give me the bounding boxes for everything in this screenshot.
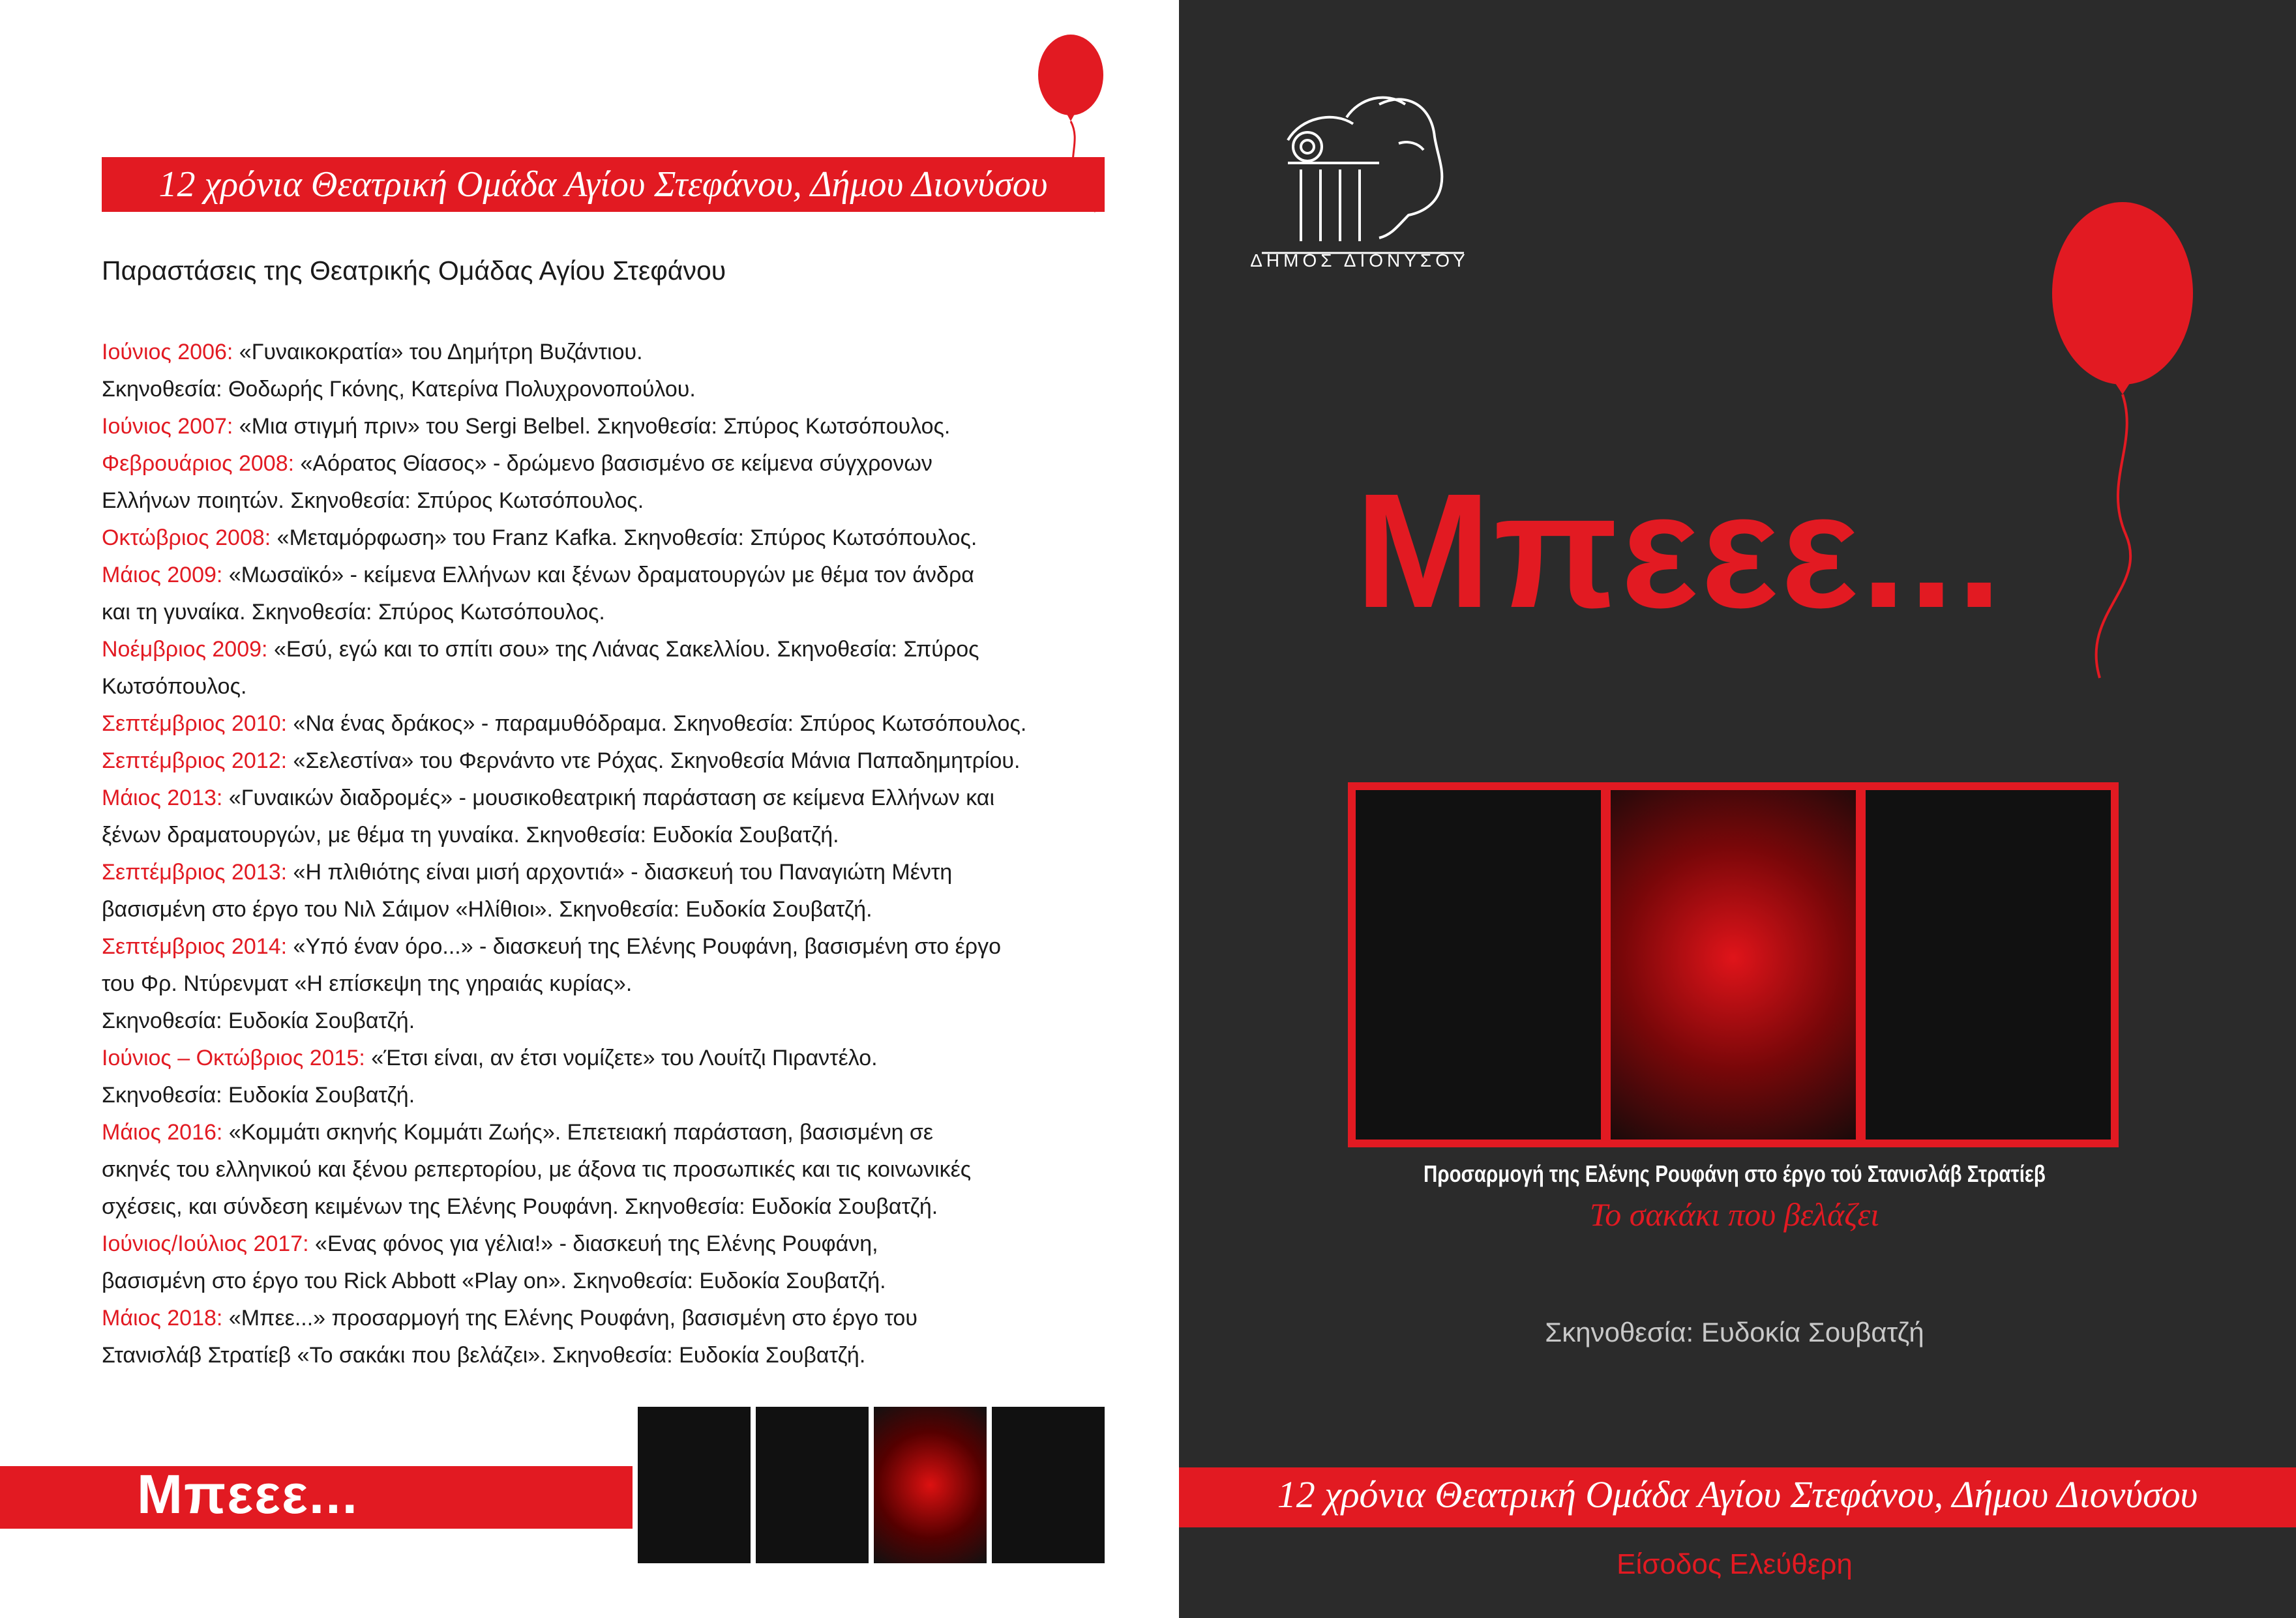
performance-line [102,1300,1105,1337]
performance-line [102,594,1105,631]
performance-date: Νοέμβριος 2009: [102,637,268,662]
director-credit: Σκηνοθεσία: Ευδοκία Σουβατζή [1545,1317,1924,1347]
performance-line [102,928,1105,965]
performance-line [102,1263,1105,1300]
performance-text: «Να ένας δράκος» - παραμυθόδραμα. Σκηνοθεσία: Σπύρος Κωτσόπουλος. [293,711,1027,736]
performance-entry [102,1300,1105,1374]
performance-line [102,408,1105,445]
performance-date: Ιούνιος 2007: [102,414,233,439]
performance-line [102,334,1105,371]
performance-line [102,780,1105,817]
performance-text: «Σελεστίνα» του Φερνάντο ντε Ρόχας. Σκηνοθεσία Μάνια Παπαδημητρίου. [293,748,1021,773]
performance-text: Σκηνοθεσία: Ευδοκία Σουβατζή. [102,1083,415,1108]
performance-line [102,1151,1105,1188]
performance-entry [102,1040,1105,1114]
performance-date: Σεπτέμβριος 2013: [102,860,288,885]
sheep-photo [1356,790,1601,1140]
performance-line [102,1337,1105,1374]
performance-text: σχέσεις, και σύνδεση κειμένων της Ελένης Ρουφάνη. Σκηνοθεσία: Ευδοκία Σουβατζή. [102,1194,938,1219]
adaptation-credit: Προσαρμογή της Ελένης Ρουφάνη στο έργο τού Στανισλάβ Στρατίεβ [1424,1160,2046,1187]
performance-text: «Έτσι είναι, αν έτσι νομίζετε» του Λουίτζι Πιραντέλο. [371,1046,878,1070]
performance-entry [102,780,1105,854]
performance-line [102,1114,1105,1151]
performance-line [102,705,1105,743]
performance-line [102,1077,1105,1114]
sheep-thumbnail [638,1407,751,1563]
performance-line [102,1040,1105,1077]
performance-entry [102,408,1105,445]
performance-date: Μάιος 2016: [102,1120,223,1145]
performance-text: Ελλήνων ποιητών. Σκηνοθεσία: Σπύρος Κωτσόπουλος. [102,488,644,513]
bottom-play-title: Μπεεε... [137,1464,359,1525]
performance-line [102,445,1105,482]
performance-text: «Ενας φόνος για γέλια!» - διασκευή της Ελένης Ρουφάνη, [315,1231,878,1256]
performance-line [102,817,1105,854]
performance-date: Μάιος 2013: [102,786,223,810]
performance-date: Φεβρουάριος 2008: [102,451,295,476]
performance-line [102,668,1105,705]
performance-text: «Γυναικών διαδρομές» - μουσικοθεατρική παράσταση σε κείμενα Ελλήνων και [228,786,995,810]
performance-date: Οκτώβριος 2008: [102,525,271,550]
performance-line [102,631,1105,668]
performance-line [102,520,1105,557]
performance-entry [102,557,1105,631]
performance-date: Ιούνιος/Ιούλιος 2017: [102,1231,309,1256]
performance-entry [102,631,1105,705]
performance-date: Μάιος 2009: [102,563,223,587]
performance-text: Σκηνοθεσία: Ευδοκία Σουβατζή. [102,1008,415,1033]
performance-entry [102,334,1105,408]
performance-text: βασισμένη στο έργο του Νιλ Σάιμον «Ηλίθιοι». Σκηνοθεσία: Ευδοκία Σουβατζή. [102,897,872,922]
performance-text: του Φρ. Ντύρενματ «Η επίσκεψη της γηραιάς κυρίας». [102,971,633,996]
performance-entry [102,520,1105,557]
performance-text: «Η πλιθιότης είναι μισή αρχοντιά» - διασκευή του Παναγιώτη Μέντη [293,860,953,885]
performance-text: «Αόρατος Θίασος» - δρώμενο βασισμένο σε κείμενα σύγχρονων [300,451,932,476]
sheep-photo-triptych [1348,782,2119,1147]
performance-line [102,482,1105,520]
performance-entry [102,1114,1105,1226]
sheep-thumbnail-strip [638,1407,1105,1563]
performance-line [102,1188,1105,1226]
performance-line [102,891,1105,928]
free-entry-note: Είσοδος Ελεύθερη [1617,1548,1853,1580]
performance-text: ξένων δραματουργών, με θέμα τη γυναίκα. Σκηνοθεσία: Ευδοκία Σουβατζή. [102,823,839,847]
performance-entry [102,705,1105,743]
sheep-photo [1866,790,2111,1140]
logo-caption: ΔΗΜΟΣ ΔΙΟΝΥΣΟΥ [1250,250,1469,271]
performance-date: Ιούνιος 2006: [102,340,233,364]
performance-date: Ιούνιος – Οκτώβριος 2015: [102,1046,365,1070]
performance-text: Στανισλάβ Στρατίεβ «Το σακάκι που βελάζει». Σκηνοθεσία: Ευδοκία Σουβατζή. [102,1343,866,1368]
performance-line [102,965,1105,1003]
performance-text: Σκηνοθεσία: Θοδωρής Γκόνης, Κατερίνα Πολυχρονοπούλου. [102,377,696,402]
performance-line [102,1003,1105,1040]
performance-entry [102,1226,1105,1300]
performance-text: «Μπεε...» προσαρμογή της Ελένης Ρουφάνη, βασισμένη στο έργο του [228,1306,917,1331]
sheep-thumbnail [756,1407,869,1563]
performance-text: «Γυναικοκρατία» του Δημήτρη Βυζάντιου. [239,340,643,364]
performance-text: σκηνές του ελληνικού και ξένου ρεπερτορίου, με άξονα τις προσωπικές και τις κοινωνικές [102,1157,972,1182]
performance-text: «Μωσαϊκό» - κείμενα Ελλήνων και ξένων δραματουργών με θέμα τον άνδρα [228,563,974,587]
performance-text: «Εσύ, εγώ και το σπίτι σου» της Λιάνας Σακελλίου. Σκηνοθεσία: Σπύρος [273,637,979,662]
performance-text: και τη γυναίκα. Σκηνοθεσία: Σπύρος Κωτσόπουλος. [102,600,605,625]
performance-date: Μάιος 2018: [102,1306,223,1331]
performance-text: βασισμένη στο έργο του Rick Abbott «Play on». Σκηνοθεσία: Ευδοκία Σουβατζή. [102,1269,886,1293]
top-banner-text: 12 χρόνια Θεατρική Ομάδα Αγίου Στεφάνου, Δήμου Διονύσου [158,164,1048,205]
performance-line [102,557,1105,594]
main-play-title: Μπεεε... [1355,460,2005,641]
performance-date: Σεπτέμβριος 2010: [102,711,288,736]
balloon-icon [2041,196,2204,691]
sheep-thumbnail [874,1407,987,1563]
performance-entry [102,445,1105,520]
performance-date: Σεπτέμβριος 2014: [102,934,288,959]
performance-date: Σεπτέμβριος 2012: [102,748,288,773]
performance-line [102,854,1105,891]
sheep-thumbnail [992,1407,1105,1563]
performance-entry [102,743,1105,780]
performance-line [102,743,1105,780]
performance-text: «Υπό έναν όρο...» - διασκευή της Ελένης Ρουφάνη, βασισμένη στο έργο [293,934,1002,959]
bottom-banner-right [1179,1467,2296,1527]
performance-text: «Μια στιγμή πριν» του Sergi Belbel. Σκηνοθεσία: Σπύρος Κωτσόπουλος. [239,414,951,439]
bottom-banner-text: 12 χρόνια Θεατρική Ομάδα Αγίου Στεφάνου, Δήμου Διονύσου [1277,1473,2198,1516]
performance-text: Κωτσόπουλος. [102,674,247,699]
performances-list [102,334,1105,1374]
performance-line [102,371,1105,408]
performance-text: «Κομμάτι σκηνής Κομμάτι Ζωής». Επετειακή παράσταση, βασισμένη σε [228,1120,934,1145]
performance-entry [102,854,1105,928]
sheep-photo [1611,790,1856,1140]
performance-line [102,1226,1105,1263]
performances-heading: Παραστάσεις της Θεατρικής Ομάδας Αγίου Στεφάνου [102,256,726,286]
performance-text: «Μεταμόρφωση» του Franz Kafka. Σκηνοθεσία: Σπύρος Κωτσόπουλος. [276,525,977,550]
top-banner [102,157,1105,212]
performance-entry [102,928,1105,1040]
original-play-title: Το σακάκι που βελάζει [1589,1196,1880,1233]
